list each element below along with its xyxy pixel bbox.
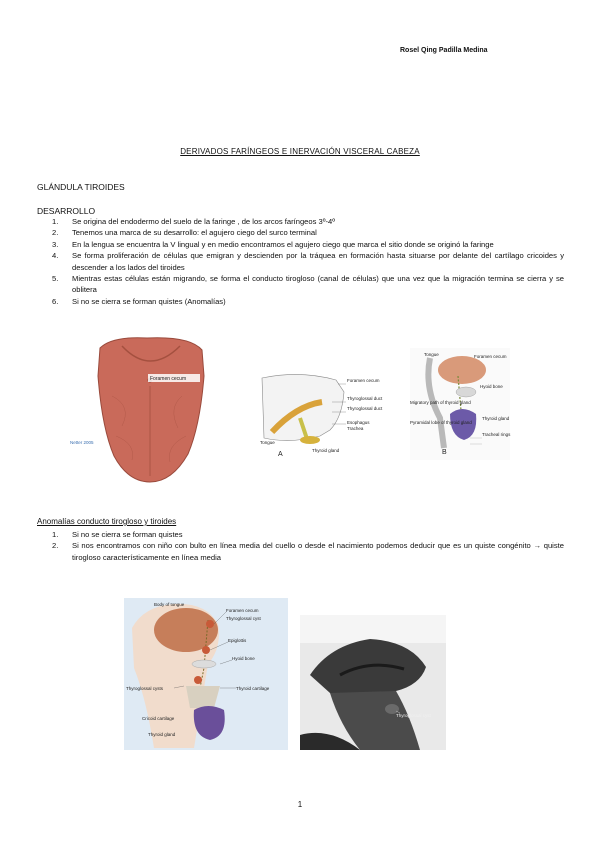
label-body-of-tongue: Body of tongue xyxy=(154,602,185,607)
label-tongue: Tongue xyxy=(424,352,439,357)
label-hyoid-bone: Hyoid bone xyxy=(480,384,503,389)
development-list xyxy=(52,216,564,307)
subsection-heading: DESARROLLO xyxy=(37,206,96,216)
label-hyoid-bone: Hyoid bone xyxy=(232,656,255,661)
list-item: 4. Se forma proliferación de células que emigran y descienden por la tráquea en formación hasta situarse por delante del cartílago cricoides y descender a los lados del tiroides xyxy=(52,251,564,272)
list-item: 1. Si no se cierra se forman quistes xyxy=(52,530,183,539)
list-item: 6. Si no se cierra se forman quistes (Anomalías) xyxy=(52,296,226,306)
figure-credit: Netter 2005 xyxy=(70,440,94,445)
figure-letter: B xyxy=(442,449,447,456)
list-item: 1. Se origina del endodermo del suelo de la faringe , de los arcos faríngeos 3º-4º xyxy=(52,217,336,226)
page-title: DERIVADOS FARÍNGEOS E INERVACIÓN VISCERAL CABEZA xyxy=(180,147,420,156)
label-foramen-cecum: Foramen cecum xyxy=(474,354,507,359)
label-thyroglossal-duct-2: Thyroglossal duct xyxy=(347,406,383,411)
thyroid-descent-figure-a xyxy=(260,372,383,458)
label-thyroid-gland: Thyroid gland xyxy=(148,732,176,737)
label-thyroglossal-cyst: Thyroglossal cyst xyxy=(226,616,261,621)
list-item: 2. Si nos encontramos con niño con bulto en línea media del cuello o desde el nacimiento podemos deducir que es un quiste congénito → quiste tirogloso característicamente en línea media xyxy=(52,541,564,562)
figure-letter: A xyxy=(278,451,283,458)
label-epiglottis: Epiglottis xyxy=(228,638,247,643)
thyroglossal-cyst-diagram xyxy=(124,598,288,750)
anomalies-heading: Anomalías conducto tirogloso y tiroides xyxy=(37,517,177,526)
thyroid-descent-figure-b xyxy=(410,348,510,460)
label-thyroglossal-duct: Thyroglossal duct xyxy=(347,396,383,401)
label-thyroid-gland: Thyroid gland xyxy=(482,416,510,421)
list-item: 3. En la lengua se encuentra la V lingual y en medio encontramos el agujero ciego que marca el sitio donde se originó la faringe xyxy=(52,239,494,249)
label-esophagus: Esophagus xyxy=(347,420,370,425)
list-item: 5. Mientras estas células están migrando, se forma el conducto tirogloso (canal de células) que una vez que la migración termina se cierra y se oblitera xyxy=(52,274,564,295)
label-trachea: Trachea xyxy=(347,426,364,431)
label-thyroid-cartilage: Thyroid cartilage xyxy=(236,686,270,691)
label-thyroglossal-cysts: Thyroglossal cysts xyxy=(126,686,164,691)
list-item: 2. Tenemos una marca de su desarrollo: el agujero ciego del surco terminal xyxy=(52,228,317,238)
label-foramen-cecum: Foramen cecum xyxy=(347,378,380,383)
label-foramen-cecum: Foramen cecum xyxy=(226,608,259,613)
section-heading: GLÁNDULA TIROIDES xyxy=(37,182,125,192)
thyroglossal-cyst-photo xyxy=(300,615,446,750)
page-number: 1 xyxy=(297,800,303,809)
label-thyroid-gland: Thyroid gland xyxy=(312,448,340,453)
tongue-figure xyxy=(70,336,210,484)
author-name: Rosel Qing Padilla Medina xyxy=(400,47,488,54)
label-cricoid-cartilage: Cricoid cartilage xyxy=(142,716,175,721)
photo-label: Thyroglossal cyst xyxy=(396,713,431,718)
foramen-cecum-label: Foramen cecum xyxy=(150,376,187,382)
label-tongue: Tongue xyxy=(260,440,275,445)
label-tracheal-rings: Tracheal rings xyxy=(482,432,511,437)
label-migratory-path: Migratory path of thyroid gland xyxy=(410,400,471,405)
label-pyramidal-lobe: Pyramidal lobe of thyroid gland xyxy=(410,420,472,425)
anomalies-list xyxy=(52,529,564,563)
